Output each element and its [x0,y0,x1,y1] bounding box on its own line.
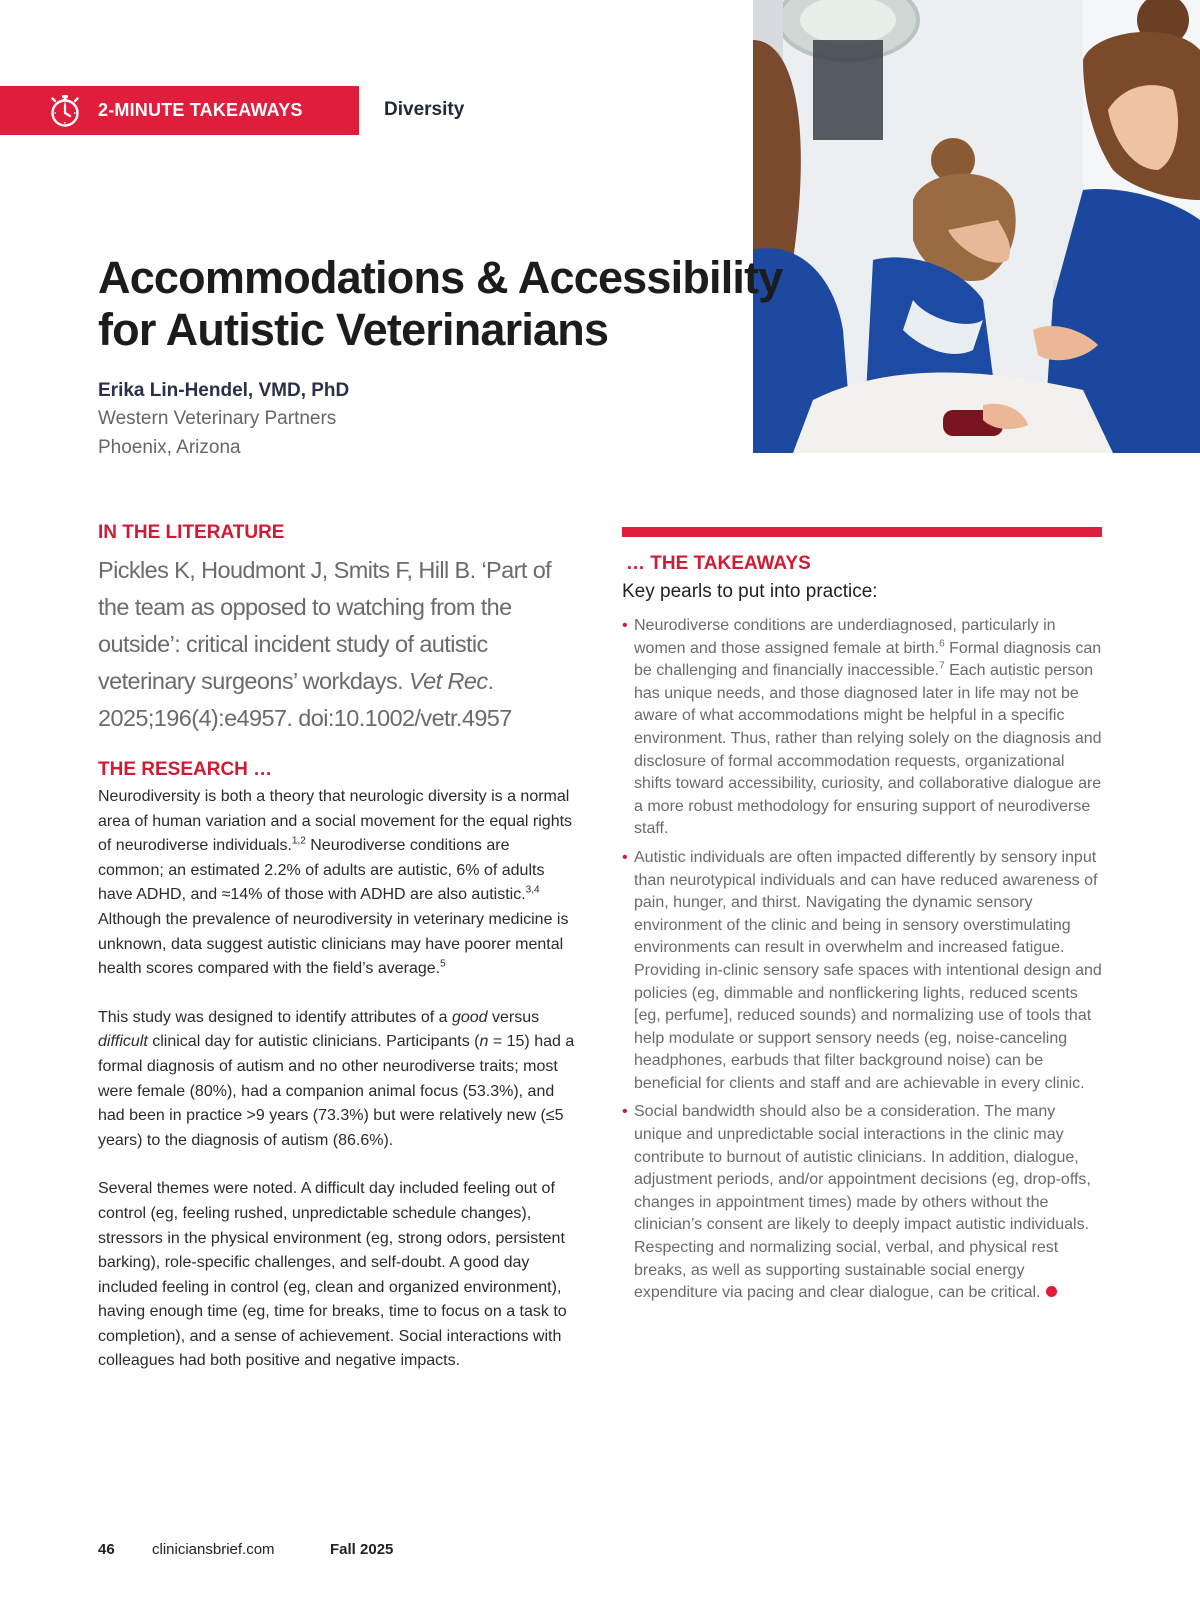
text-run: Although the prevalence of neurodiversity in veterinary medicine is unknown, data suggest autistic clinicians may have poorer mental health scores compared with the field’s average. [98,910,569,978]
research-paragraph-3: Several themes were noted. A difficult day included feeling out of control (eg, feeling rushed, unpredictable schedule changes), stressors in the physical environment (eg, strong odors, persistent barking), role-specific challenges, and self-doubt. A good day included feeling in control (eg, clean and organized environment), having enough time (eg, time for breaks, time to focus on a task to completion), and a sense of achievement. Social interactions with colleagues had both positive and negative impacts. [98,1180,567,1370]
reference-superscript: 5 [440,958,446,970]
list-item [622,847,1102,1096]
text-run: clinical day for autistic clinicians. Participants ( [147,1033,480,1051]
takeaways-list [622,615,1102,1305]
reference-superscript: 7 [939,660,945,672]
text-run-italic: good [451,1008,488,1026]
takeaways-divider [622,527,1102,537]
bullet-icon: • [622,617,628,634]
research-heading: THE RESEARCH … [98,759,273,780]
literature-citation [98,552,578,737]
affiliation-org: Western Veterinary Partners [98,408,337,429]
research-paragraph-2 [98,1006,578,1154]
affiliation-location: Phoenix, Arizona [98,437,241,458]
reference-superscript: 1,2 [291,835,306,847]
takeaways-heading: … THE TAKEAWAYS [626,553,811,574]
research-paragraph-1 [98,785,578,982]
article-title [98,252,783,356]
text-run: Neurodiverse conditions are common; an estimated 2.2% of adults are autistic, 6% of adults have ADHD, and ≈14% of those with ADHD are also autistic. [98,837,545,904]
clinic-photo-illustration [753,0,1200,453]
takeaways-subheading: Key pearls to put into practice: [622,581,878,602]
text-run-italic: difficult [98,1033,148,1051]
text-run: This study was designed to identify attributes of a [98,1008,452,1026]
text-run: Social bandwidth should also be a consideration. The many unique and unpredictable social interactions in the clinic may contribute to burnout of autistic clinicians. In addition, dialogue, adjustment periods, and/or appointment decisions (eg, drop-offs, changes in appointment times) made by others without the clinician’s consent are likely to deeply impact autistic individuals. Respecting and normalizing social, verbal, and physical rest breaks, as well as supporting sustainable social energy expenditure via pacing and clear dialogue, can be critical. [634,1103,1091,1302]
bullet-icon: • [622,848,628,866]
text-run: Formal diagnosis can be challenging and financially inaccessible. [634,639,1102,680]
text-run: versus [487,1008,540,1026]
text-run: Neurodiverse conditions are underdiagnosed, particularly in women and those assigned female at birth. [634,617,1056,657]
stopwatch-icon [48,94,82,128]
reference-superscript: 6 [939,638,945,650]
bullet-icon: • [622,1103,628,1121]
article-title-line-2: for Autistic Veterinarians [98,304,609,355]
right-column [622,527,1102,1305]
citation-details: . 2025;196(4):e4957. doi:10.1002/vetr.4957 [98,668,512,731]
page-number: 46 [98,1541,115,1558]
section-banner [0,86,359,135]
reference-superscript: 3,4 [525,885,540,897]
author-name: Erika Lin-Hendel, VMD, PhD [98,380,350,401]
citation-journal: Vet Rec [408,668,488,694]
banner-label: 2-MINUTE TAKEAWAYS [98,100,303,120]
article-title-line-1: Accommodations & Accessibility [98,252,783,303]
header-photo [753,0,1200,453]
text-run: Autistic individuals are often impacted differently by sensory input than neurotypical individuals and can have reduced awareness of pain, hunger, and thirst. Navigating the dynamic sensory environment of the clinic and being in sensory overstimulating environments can result in overwhelm and increased fatigue. Providing in-clinic sensory safe spaces with intentional design and policies (eg, dimmable and nonflickering lights, reduced scents [eg, perfume], reduced sounds) and normalizing use of tools that help modulate or support sensory needs (eg, noise-canceling headphones, earbuds that filter background noise) can be beneficial for clients and staff and are achievable in every clinic. [634,848,1102,1092]
end-mark-icon [1046,1286,1057,1297]
footer-site: cliniciansbrief.com [152,1541,275,1558]
list-item [622,1101,1102,1304]
list-item [622,615,1102,841]
text-run: Neurodiversity is both a theory that neurologic diversity is a normal area of human variation and a social movement for the equal rights of neurodiverse individuals. [98,788,573,855]
literature-heading: IN THE LITERATURE [98,522,285,543]
citation-text: Pickles K, Houdmont J, Smits F, Hill B. ‘Part of the team as opposed to watching from the outside’: critical incident study of autistic veterinary surgeons’ workdays. [98,557,552,694]
text-run: = 15) had a formal diagnosis of autism and no other neurodiverse traits; most were female (80%), had a companion animal focus (53.3%), and had been in practice >9 years (73.3%) but were relatively new (≤5 years) to the diagnosis of autism (86.6%). [98,1033,575,1149]
footer-issue: Fall 2025 [330,1541,394,1558]
research-body [98,785,578,1374]
section-label: Diversity [384,99,465,120]
left-column [98,522,578,1374]
text-run: Each autistic person has unique needs, and those diagnosed later in life may not be aware of what accommodations might be helpful in a specific environment. Thus, rather than relying solely on the diagnosis and disclosure of formal accommodation requests, organizational shifts toward accessibility, curiosity, and collaborative dialogue are a more robust methodology for ensuring support of neurodiverse staff. [634,662,1102,838]
text-run-italic: n [479,1033,489,1051]
